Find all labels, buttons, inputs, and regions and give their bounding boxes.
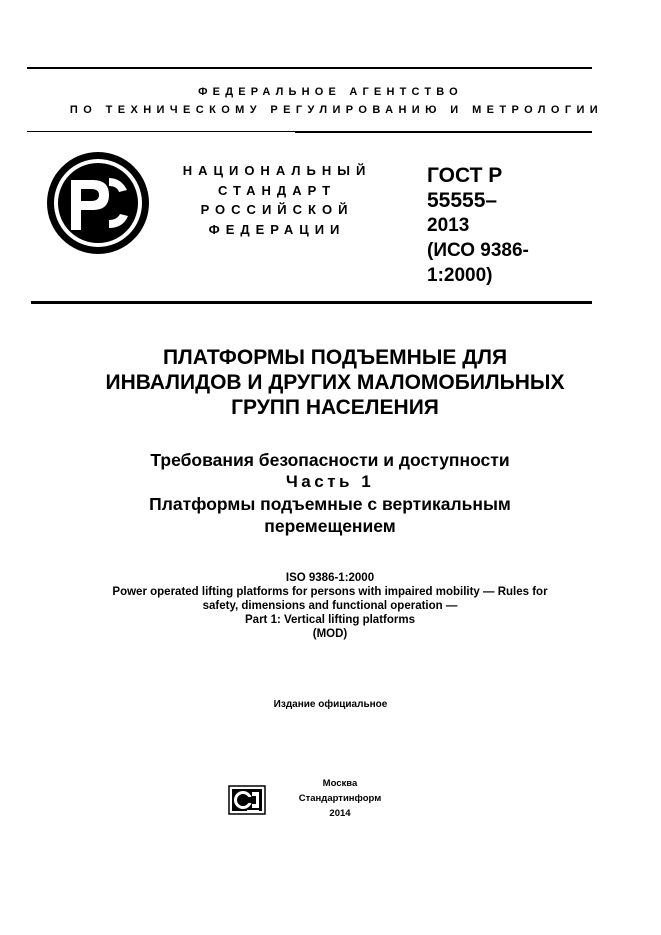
publisher-name: Стандартинформ <box>298 793 382 804</box>
agency-name-line2: ПО ТЕХНИЧЕСКОМУ РЕГУЛИРОВАНИЮ И МЕТРОЛОГИИ <box>69 104 604 116</box>
rst-mark-icon <box>45 150 151 256</box>
national-standard-line: СТАНДАРТ <box>217 182 337 198</box>
gost-designation <box>427 163 577 288</box>
title-line: ГРУПП НАСЕЛЕНИЯ <box>231 396 439 419</box>
document-title <box>40 345 630 420</box>
subtitle-line: перемещением <box>264 516 396 536</box>
subtitle-line: Платформы подъемные с вертикальным <box>149 494 511 514</box>
publisher-block <box>280 776 400 821</box>
national-standard-line: ФЕДЕРАЦИИ <box>208 221 346 237</box>
publisher-city: Москва <box>322 778 358 789</box>
iso-line: ISO 9386-1:2000 <box>285 572 375 584</box>
title-line: ПЛАТФОРМЫ ПОДЪЕМНЫЕ ДЛЯ <box>162 346 508 369</box>
iso-line: Power operated lifting platforms for persons with impaired mobility — Rules for <box>112 586 548 598</box>
top-rule <box>27 67 592 69</box>
gost-line: 55555– <box>427 189 498 212</box>
subtitle-line: Требования безопасности и доступности <box>150 450 510 470</box>
header-rule-right <box>295 131 592 133</box>
gost-line: 2013 <box>427 215 470 236</box>
gost-line: ГОСТ Р <box>427 164 503 187</box>
standartinform-logo-icon <box>228 785 266 815</box>
agency-name-line1: ФЕДЕРАЛЬНОЕ АГЕНТСТВО <box>198 86 463 98</box>
iso-reference <box>40 571 620 641</box>
header-rule-left <box>27 131 295 132</box>
part-label: Часть 1 <box>285 472 375 491</box>
title-line: ИНВАЛИДОВ И ДРУГИХ МАЛОМОБИЛЬНЫХ <box>105 371 565 394</box>
national-standard-label <box>152 161 402 239</box>
section-rule <box>31 301 592 304</box>
national-standard-line: РОССИЙСКОЙ <box>200 202 354 217</box>
iso-line: safety, dimensions and functional operation — <box>202 600 458 612</box>
document-subtitle <box>60 449 600 537</box>
edition-label: Издание официальное <box>273 699 388 710</box>
iso-line: Part 1: Vertical lifting platforms <box>245 614 415 626</box>
gost-line: (ИСО 9386- <box>427 240 529 261</box>
national-standard-line: НАЦИОНАЛЬНЫЙ <box>182 163 372 178</box>
publisher-year: 2014 <box>329 808 351 819</box>
iso-line: (MOD) <box>312 628 348 640</box>
gost-line: 1:2000) <box>427 265 493 286</box>
